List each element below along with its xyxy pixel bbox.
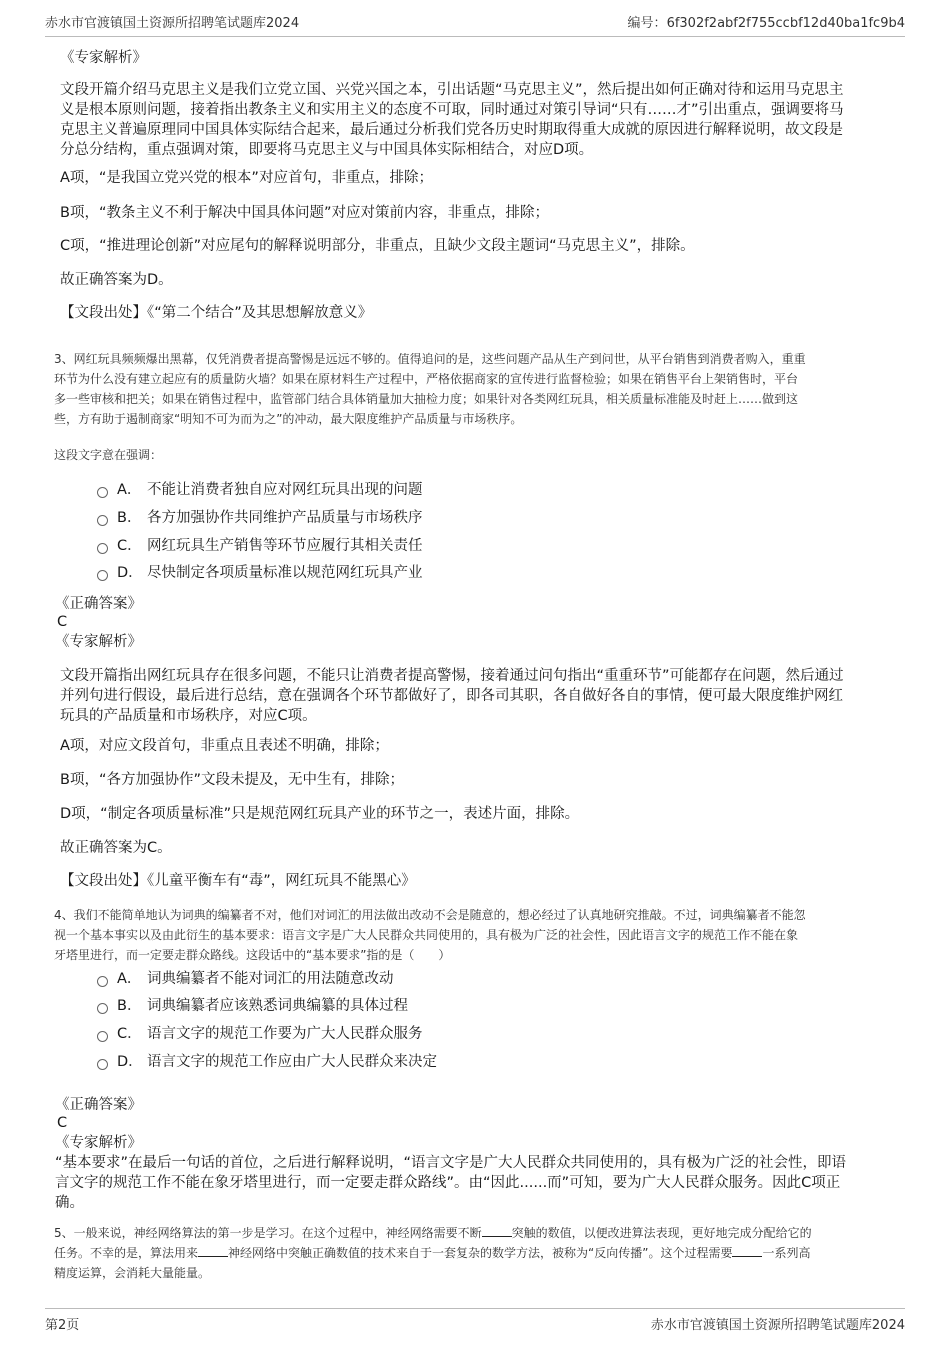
q2-expert-label: 《专家解析》 [60,50,147,66]
q3-correct-label: 《正确答案》 [55,596,142,612]
q3-analysis [60,666,900,726]
analysis-line: 玩具的产品质量和市场秩序，对应C项。 [60,708,317,724]
option-text: 不能让消费者独自应对网红玩具出现的问题 [147,482,423,498]
analysis-line: 分总分结构，重点强调对策，即要将马克思主义与中国具体实际相结合，对应D项。 [60,142,594,158]
stem-text: 一系列高 [762,1246,811,1260]
stem-line: 3、网红玩具频频爆出黑幕，仅凭消费者提高警惕是远远不够的。值得追问的是，这些问题产品从生产到问世，从平台销售到消费者购入，重重 [54,352,806,366]
q3-option-c[interactable] [97,536,423,556]
radio-icon[interactable] [97,1031,108,1042]
header-title: 赤水市官渡镇国土资源所招聘笔试题库2024 [45,16,300,31]
stem-line [54,1223,904,1243]
stem-line: 环节为什么没有建立起应有的质量防火墙？如果在原材料生产过程中，严格依据商家的宣传进行监督检验；如果在销售平台上架销售时，平台 [54,372,799,386]
page-footer [45,1308,905,1333]
option-letter: C． [117,538,142,554]
fill-blank [198,1244,228,1257]
q4-option-d[interactable] [97,1052,437,1072]
stem-line [54,1243,904,1263]
analysis-line: 并列句进行假设，最后进行总结，意在强调各个环节都做好了，即各司其职，各自做好各自的事情，便可最大限度维护网红 [60,688,843,704]
option-text: 语言文字的规范工作应由广大人民群众来决定 [147,1054,437,1070]
stem-text: 5、一般来说，神经网络算法的第一步是学习。在这个过程中，神经网络需要不断 [54,1226,482,1240]
q3-source: 【文段出处】《儿童平衡车有“毒”，网红玩具不能黑心》 [60,873,416,889]
option-text: 词典编纂者不能对词汇的用法随意改动 [147,971,394,987]
fill-blank [732,1244,762,1257]
analysis-line: 确。 [55,1195,84,1211]
code-label: 编号： [627,16,667,31]
stem-text: 突触的数值，以便改进算法表现，更好地完成分配给它的 [511,1226,812,1240]
option-letter: C． [117,1026,142,1042]
q3-answer: 故正确答案为C。 [60,840,172,856]
q2-answer: 故正确答案为D。 [60,272,173,288]
stem-line: 牙塔里进行，而一定要走群众路线。这段话中的“基本要求”指的是（ ） [54,948,451,962]
radio-icon[interactable] [97,1059,108,1070]
document-code [628,12,905,31]
option-letter: D． [117,1054,143,1070]
q2-option-a-note: A项，“是我国立党兴党的根本”对应首句，非重点，排除； [60,170,433,186]
option-letter: D． [117,565,143,581]
option-text: 各方加强协作共同维护产品质量与市场秩序 [147,510,423,526]
stem-line: 多一些审核和把关；如果在销售过程中，监管部门结合具体销量加大抽检力度；如果针对各类网红玩具，相关质量标准能及时赶上……做到这 [54,392,799,406]
fill-blank [482,1224,512,1237]
option-letter: B． [117,998,142,1014]
code-value: 6f302f2abf2f755ccbf12d40ba1fc9b4 [666,16,905,31]
stem-text: 神经网络中突触正确数值的技术来自于一套复杂的数学方法，被称为“反向传播”。这个过程需要 [228,1246,733,1260]
stem-line: 精度运算，会消耗大量能量。 [54,1266,211,1280]
q4-expert-label: 《专家解析》 [55,1135,142,1151]
analysis-line: 文段开篇指出网红玩具存在很多问题，不能只让消费者提高警惕，接着通过问句指出“重重环节”可能都存在问题，然后通过 [60,668,844,684]
analysis-line: 文段开篇介绍马克思主义是我们立党立国、兴党兴国之本，引出话题“马克思主义”，然后提出如何正确对待和运用马克思主 [60,82,844,98]
q3-prompt: 这段文字意在强调： [54,448,163,462]
q3-option-b-note: B项，“各方加强协作”文段未提及，无中生有，排除； [60,772,404,788]
stem-text: 任务。不幸的是，算法用来 [54,1246,199,1260]
q4-option-b[interactable] [97,996,408,1016]
analysis-line: 克思主义普遍原理同中国具体实际结合起来，最后通过分析我们党各历史时期取得重大成就的原因进行解释说明，故文段是 [60,122,843,138]
q2-analysis [60,80,900,160]
q4-analysis [55,1153,905,1213]
option-letter: A． [117,971,142,987]
q5-stem [54,1223,904,1283]
option-text: 网红玩具生产销售等环节应履行其相关责任 [147,538,423,554]
q3-option-d[interactable] [97,563,423,583]
analysis-line: 义是根本原则问题，接着指出教条主义和实用主义的态度不可取，同时通过对策引导词“只有……才”引出重点，强调要将马 [60,102,844,118]
radio-icon[interactable] [97,543,108,554]
stem-line: 4、我们不能简单地认为词典的编纂者不对，他们对词汇的用法做出改动不会是随意的，想必经过了认真地研究推敲。不过，词典编纂者不能忽 [54,908,806,922]
radio-icon[interactable] [97,487,108,498]
q4-correct-label: 《正确答案》 [55,1097,142,1113]
radio-icon[interactable] [97,1003,108,1014]
analysis-line: “基本要求”在最后一句话的首位，之后进行解释说明，“语言文字是广大人民群众共同使用的，具有极为广泛的社会性，即语 [55,1155,847,1171]
q3-correct-answer: C [57,614,68,630]
q3-expert-label: 《专家解析》 [55,634,142,650]
radio-icon[interactable] [97,570,108,581]
option-text: 语言文字的规范工作要为广大人民群众服务 [147,1026,423,1042]
stem-line: 些，方有助于遏制商家“明知不可为而为之”的冲动，最大限度维护产品质量与市场秩序。 [54,412,523,426]
radio-icon[interactable] [97,976,108,987]
q3-option-b[interactable] [97,508,423,528]
q2-option-b-note: B项，“教条主义不利于解决中国具体问题”对应对策前内容，非重点，排除； [60,205,549,221]
radio-icon[interactable] [97,515,108,526]
analysis-line: 言文字的规范工作不能在象牙塔里进行，而一定要走群众路线”。由“因此......而”可知，要为广大人民群众服务。因此C项正 [55,1175,841,1191]
q4-option-a[interactable] [97,969,394,989]
footer-title: 赤水市官渡镇国土资源所招聘笔试题库2024 [650,1318,905,1333]
option-letter: A． [117,482,142,498]
q4-stem [54,905,904,965]
page-number: 第2页 [45,1318,80,1333]
stem-line: 视一个基本事实以及由此衍生的基本要求：语言文字是广大人民群众共同使用的，具有极为广泛的社会性，因此语言文字的规范工作不能在象 [54,928,799,942]
page-header [45,12,905,37]
q4-option-c[interactable] [97,1024,423,1044]
q2-option-c-note: C项，“推进理论创新”对应尾句的解释说明部分，非重点，且缺少文段主题词“马克思主义”，排除。 [60,238,695,254]
q3-option-a[interactable] [97,480,423,500]
option-letter: B． [117,510,142,526]
q2-source: 【文段出处】《“第二个结合”及其思想解放意义》 [60,305,373,321]
q3-stem [54,349,904,429]
option-text: 尽快制定各项质量标准以规范网红玩具产业 [147,565,423,581]
q4-correct-answer: C [57,1115,68,1131]
q3-option-d-note: D项，“制定各项质量标准”只是规范网红玩具产业的环节之一，表述片面，排除。 [60,806,580,822]
q3-option-a-note: A项，对应文段首句，非重点且表述不明确，排除； [60,738,389,754]
option-text: 词典编纂者应该熟悉词典编纂的具体过程 [147,998,408,1014]
